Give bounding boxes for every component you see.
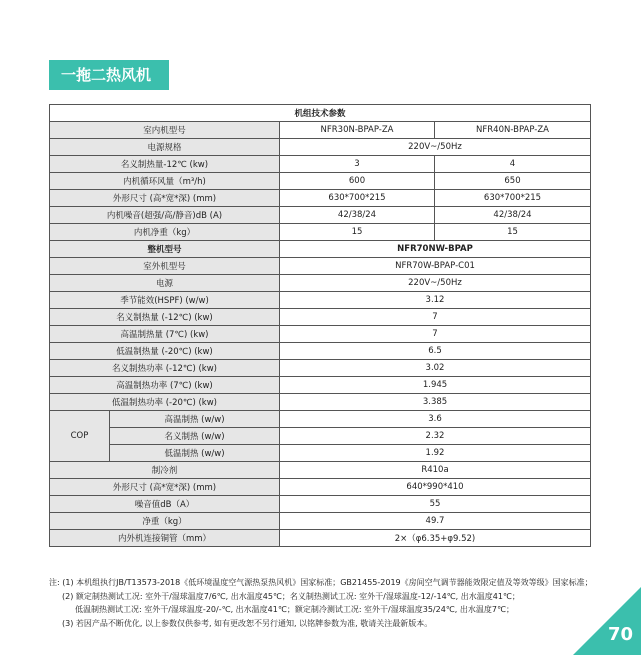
row-value: 1.945 — [280, 377, 591, 394]
note-line: 低温制热测试工况: 室外干/湿球温度-20/-℃, 出水温度41℃；额定制冷测试工况: 室外干/湿球温度35/24℃, 出水温度7℃； — [75, 605, 514, 614]
row-value: 220V~/50Hz — [280, 275, 591, 292]
row-value: NFR40N-BPAP-ZA — [435, 122, 591, 139]
table-row — [50, 258, 591, 275]
row-label: 内机循环风量（m³/h) — [50, 173, 280, 190]
row-label: 内外机连接铜管（mm） — [50, 530, 280, 547]
row-label: 名义制热 (w/w) — [110, 428, 280, 445]
cop-label: COP — [50, 411, 110, 462]
row-value: 630*700*215 — [280, 190, 435, 207]
row-label: 名义制热功率 (-12℃) (kw) — [50, 360, 280, 377]
row-label: 名义制热量-12℃ (kw) — [50, 156, 280, 173]
row-label: 高温制热功率 (7℃) (kw) — [50, 377, 280, 394]
row-value: 2.32 — [280, 428, 591, 445]
cop-row — [50, 428, 591, 445]
note-line: (2) 额定制热测试工况: 室外干/湿球温度7/6℃, 出水温度45℃；名义制热测试工况: 室外干/湿球温度-12/-14℃, 出水温度41℃； — [62, 591, 520, 601]
row-value: 600 — [280, 173, 435, 190]
table-header: 机组技术参数 — [50, 105, 591, 122]
row-value: 3.12 — [280, 292, 591, 309]
row-label: 室外机型号 — [50, 258, 280, 275]
row-value: 42/38/24 — [435, 207, 591, 224]
whole-model-label: 整机型号 — [50, 241, 280, 258]
page-number: 70 — [607, 624, 633, 645]
row-label: 外形尺寸 (高*宽*深) (mm) — [50, 190, 280, 207]
table-row — [50, 530, 591, 547]
row-value: 7 — [280, 309, 591, 326]
note-line: 注: (1) 本机组执行JB/T13573-2018《低环境温度空气源热泵热风机》国家标准；GB21455-2019《房间空气调节器能效限定值及等效等级》国家标准； — [49, 578, 593, 587]
table-row — [50, 513, 591, 530]
row-value: 1.92 — [280, 445, 591, 462]
footnotes — [49, 576, 594, 630]
table-row — [50, 360, 591, 377]
table-row — [50, 292, 591, 309]
row-label: 低温制热 (w/w) — [110, 445, 280, 462]
row-label: 低温制热功率 (-20℃) (kw) — [50, 394, 280, 411]
whole-model-value: NFR70NW-BPAP — [280, 241, 591, 258]
row-value: 220V~/50Hz — [280, 139, 591, 156]
cop-row — [50, 411, 591, 428]
row-label: 净重（kg） — [50, 513, 280, 530]
row-value: 3.385 — [280, 394, 591, 411]
table-row — [50, 156, 591, 173]
table-row — [50, 122, 591, 139]
table-row — [50, 173, 591, 190]
spec-table — [49, 104, 591, 547]
row-value: 7 — [280, 326, 591, 343]
row-label: 噪音值dB（A） — [50, 496, 280, 513]
row-value: 3 — [280, 156, 435, 173]
row-value: R410a — [280, 462, 591, 479]
row-value: NFR70W-BPAP-C01 — [280, 258, 591, 275]
table-row — [50, 139, 591, 156]
whole-model-row — [50, 241, 591, 258]
row-label: 电源 — [50, 275, 280, 292]
row-label: 内机噪音(超强/高/静音)dB (A) — [50, 207, 280, 224]
row-value: 3.02 — [280, 360, 591, 377]
row-label: 内机净重（kg） — [50, 224, 280, 241]
table-row — [50, 462, 591, 479]
row-value: 640*990*410 — [280, 479, 591, 496]
row-label: 高温制热量 (7℃) (kw) — [50, 326, 280, 343]
table-row — [50, 394, 591, 411]
row-label: 季节能效(HSPF) (w/w) — [50, 292, 280, 309]
table-row — [50, 326, 591, 343]
row-value: 3.6 — [280, 411, 591, 428]
cop-row — [50, 445, 591, 462]
row-label: 制冷剂 — [50, 462, 280, 479]
row-value: 650 — [435, 173, 591, 190]
row-label: 电源规格 — [50, 139, 280, 156]
row-value: 630*700*215 — [435, 190, 591, 207]
table-row — [50, 343, 591, 360]
table-row — [50, 309, 591, 326]
row-value: 15 — [435, 224, 591, 241]
row-value: 2×（φ6.35+φ9.52) — [280, 530, 591, 547]
row-label: 外形尺寸 (高*宽*深) (mm) — [50, 479, 280, 496]
table-row — [50, 479, 591, 496]
section-title: 一拖二热风机 — [49, 60, 169, 90]
row-value: 42/38/24 — [280, 207, 435, 224]
row-value: NFR30N-BPAP-ZA — [280, 122, 435, 139]
note-line: (3) 若因产品不断优化, 以上参数仅供参考, 如有更改恕不另行通知, 以铭牌参数为准, 敬请关注最新版本。 — [62, 618, 433, 628]
table-row — [50, 275, 591, 292]
table-header-row — [50, 105, 591, 122]
table-row — [50, 496, 591, 513]
row-value: 4 — [435, 156, 591, 173]
table-row — [50, 190, 591, 207]
row-value: 15 — [280, 224, 435, 241]
row-label: 名义制热量 (-12℃) (kw) — [50, 309, 280, 326]
table-row — [50, 224, 591, 241]
row-value: 49.7 — [280, 513, 591, 530]
table-row — [50, 207, 591, 224]
row-label: 高温制热 (w/w) — [110, 411, 280, 428]
row-value: 55 — [280, 496, 591, 513]
row-label: 低温制热量 (-20℃) (kw) — [50, 343, 280, 360]
table-row — [50, 377, 591, 394]
row-label: 室内机型号 — [50, 122, 280, 139]
row-value: 6.5 — [280, 343, 591, 360]
